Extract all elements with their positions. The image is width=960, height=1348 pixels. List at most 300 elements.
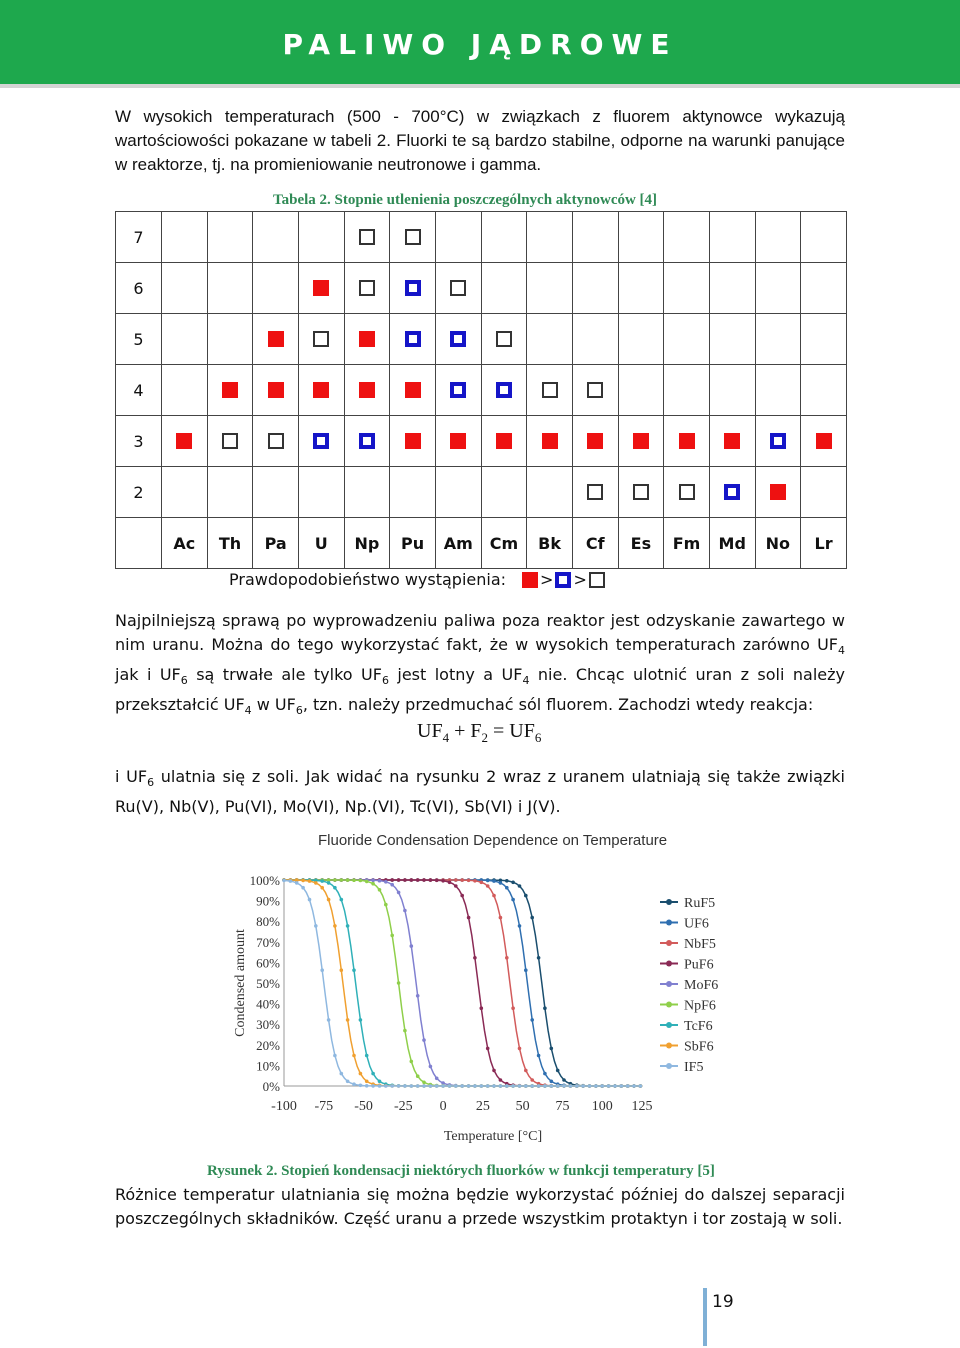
legend-label: PuF6 bbox=[684, 957, 714, 973]
series-point bbox=[416, 1084, 420, 1088]
x-tick-label: -25 bbox=[393, 1099, 413, 1114]
red-state-marker bbox=[405, 433, 421, 449]
series-point bbox=[524, 1084, 528, 1088]
series-point bbox=[435, 1084, 439, 1088]
series-point bbox=[410, 944, 414, 948]
series-point bbox=[422, 878, 426, 882]
series-line bbox=[284, 880, 640, 1086]
series-point bbox=[320, 968, 324, 972]
table-cell bbox=[664, 314, 710, 365]
series-point bbox=[352, 968, 356, 972]
table-cell bbox=[298, 365, 344, 416]
x-tick-label: 50 bbox=[515, 1099, 530, 1114]
series-point bbox=[435, 1077, 439, 1081]
element-symbol: No bbox=[755, 518, 801, 569]
red-state-marker bbox=[542, 433, 558, 449]
page-number-bar bbox=[703, 1288, 707, 1346]
table-cell bbox=[709, 365, 755, 416]
table-cell bbox=[801, 263, 847, 314]
series-point bbox=[282, 879, 286, 883]
table-cell bbox=[572, 416, 618, 467]
legend-label: TcF6 bbox=[684, 1019, 713, 1034]
table-cell bbox=[755, 263, 801, 314]
table-cell bbox=[527, 314, 573, 365]
series-point bbox=[632, 1084, 636, 1088]
y-tick-label: 20% bbox=[256, 1037, 280, 1053]
element-row bbox=[116, 518, 847, 569]
page-number: 19 bbox=[712, 1292, 734, 1312]
table-cell bbox=[709, 263, 755, 314]
legend-marker bbox=[666, 1022, 672, 1028]
series-point bbox=[346, 1018, 350, 1022]
table-cell bbox=[435, 365, 481, 416]
element-symbol: Cm bbox=[481, 518, 527, 569]
blue-state-marker bbox=[496, 382, 512, 398]
series-point bbox=[333, 886, 337, 890]
series-point bbox=[505, 1084, 509, 1088]
red-state-marker bbox=[359, 382, 375, 398]
series-point bbox=[530, 1018, 534, 1022]
blue-state-marker bbox=[724, 484, 740, 500]
table-cell bbox=[618, 416, 664, 467]
series-point bbox=[390, 1084, 394, 1088]
table-cell bbox=[162, 416, 208, 467]
x-tick-label: 0 bbox=[439, 1099, 447, 1114]
gray-state-marker bbox=[679, 484, 695, 500]
series-point bbox=[441, 879, 445, 883]
series-point bbox=[620, 1084, 624, 1088]
series-point bbox=[365, 1080, 369, 1084]
series-point bbox=[537, 956, 541, 960]
series-point bbox=[289, 879, 293, 883]
series-point bbox=[346, 878, 350, 882]
table-cell bbox=[344, 467, 390, 518]
element-symbol: Pa bbox=[253, 518, 299, 569]
table-cell bbox=[253, 365, 299, 416]
series-point bbox=[530, 916, 534, 920]
blank-cell bbox=[116, 518, 162, 569]
blue-state-marker bbox=[450, 331, 466, 347]
series-point bbox=[416, 1074, 420, 1078]
series-point bbox=[511, 898, 515, 902]
formula-uf: UF bbox=[417, 720, 443, 742]
element-symbol: Bk bbox=[527, 518, 573, 569]
table-row bbox=[116, 467, 847, 518]
series-point bbox=[543, 1006, 547, 1010]
series-point bbox=[327, 881, 331, 885]
table-cell bbox=[481, 212, 527, 263]
series-point bbox=[575, 1084, 579, 1088]
text-run: nie. Chcąc ulotnić uran z soli należy przekształcić UF bbox=[115, 665, 845, 715]
table-cell bbox=[207, 416, 253, 467]
y-tick-label: 10% bbox=[256, 1058, 280, 1074]
series-point bbox=[454, 878, 458, 882]
series-point bbox=[365, 880, 369, 884]
x-tick-label: -75 bbox=[314, 1099, 334, 1114]
series-point bbox=[422, 1038, 426, 1042]
series-point bbox=[422, 1084, 426, 1088]
table-cell bbox=[162, 467, 208, 518]
oxidation-state-label: 5 bbox=[116, 314, 162, 365]
table-row bbox=[116, 212, 847, 263]
table-cell bbox=[481, 314, 527, 365]
text-run: są trwałe ale tylko UF bbox=[187, 665, 382, 685]
element-symbol: Am bbox=[435, 518, 481, 569]
y-tick-label: 60% bbox=[256, 955, 280, 971]
series-point bbox=[378, 879, 382, 883]
red-state-marker bbox=[496, 433, 512, 449]
red-state-marker bbox=[313, 382, 329, 398]
condensation-chart bbox=[222, 860, 742, 1150]
series-line bbox=[284, 880, 640, 1086]
table-cell bbox=[664, 365, 710, 416]
series-point bbox=[314, 924, 318, 928]
table-cell bbox=[572, 467, 618, 518]
x-tick-label: 75 bbox=[555, 1099, 570, 1114]
x-tick-label: 25 bbox=[475, 1099, 490, 1114]
table-cell bbox=[709, 416, 755, 467]
element-symbol: Fm bbox=[664, 518, 710, 569]
table-cell bbox=[207, 314, 253, 365]
series-point bbox=[639, 1084, 643, 1088]
legend-marker bbox=[666, 981, 672, 987]
series-point bbox=[403, 1029, 407, 1033]
series-point bbox=[543, 1072, 547, 1076]
chart-title: Fluoride Condensation Dependence on Temperature bbox=[318, 832, 668, 849]
gray-state-marker bbox=[587, 382, 603, 398]
red-state-marker bbox=[724, 433, 740, 449]
formula-plus-f: + F bbox=[449, 720, 482, 742]
series-point bbox=[594, 1084, 598, 1088]
series-point bbox=[346, 1080, 350, 1084]
table-cell bbox=[207, 212, 253, 263]
table-cell bbox=[664, 263, 710, 314]
table-cell bbox=[572, 314, 618, 365]
series-point bbox=[480, 1084, 484, 1088]
series-line bbox=[284, 880, 640, 1086]
series-point bbox=[613, 1084, 617, 1088]
formula-sub-2: 2 bbox=[481, 730, 488, 745]
page-header bbox=[0, 0, 960, 88]
y-tick-label: 0% bbox=[262, 1079, 280, 1094]
table-cell bbox=[664, 416, 710, 467]
subscript: 4 bbox=[522, 674, 530, 688]
table-cell bbox=[435, 212, 481, 263]
red-state-marker bbox=[450, 433, 466, 449]
series-point bbox=[340, 1072, 344, 1076]
series-point bbox=[600, 1084, 604, 1088]
series-point bbox=[365, 1084, 369, 1088]
table-cell bbox=[344, 314, 390, 365]
table-cell bbox=[755, 416, 801, 467]
series-point bbox=[340, 878, 344, 882]
series-point bbox=[499, 1078, 503, 1082]
table-cell bbox=[390, 467, 436, 518]
text-run: ulatnia się z soli. Jak widać na rysunku 2 wraz z uranem ulatniają się także związki Ru(V), Nb(V), Pu(VI), Mo(VI), Np.(VI), Tc(VI), Sb(VI) i J(V). bbox=[115, 767, 845, 817]
series-point bbox=[460, 1084, 464, 1088]
series-point bbox=[429, 1065, 433, 1069]
series-point bbox=[518, 924, 522, 928]
y-tick-label: 50% bbox=[256, 976, 280, 991]
table-cell bbox=[253, 212, 299, 263]
gray-state-marker bbox=[359, 229, 375, 245]
table-cell bbox=[344, 365, 390, 416]
series-point bbox=[550, 1047, 554, 1051]
table-cell bbox=[755, 314, 801, 365]
series-point bbox=[352, 878, 356, 882]
legend-marker bbox=[666, 1002, 672, 1008]
table-cell bbox=[390, 365, 436, 416]
element-symbol: Pu bbox=[390, 518, 436, 569]
series-point bbox=[359, 1084, 363, 1088]
series-point bbox=[384, 903, 388, 907]
series-point bbox=[460, 878, 464, 882]
formula-sub-6: 6 bbox=[534, 730, 542, 745]
series-point bbox=[435, 879, 439, 883]
series-point bbox=[429, 1084, 433, 1088]
series-point bbox=[352, 1054, 356, 1058]
table-cell bbox=[162, 314, 208, 365]
reaction-formula bbox=[417, 720, 541, 746]
text-run: w UF bbox=[251, 695, 296, 715]
series-point bbox=[607, 1084, 611, 1088]
table-cell bbox=[298, 467, 344, 518]
table-cell bbox=[618, 263, 664, 314]
element-symbol: Md bbox=[709, 518, 755, 569]
subscript: 4 bbox=[244, 704, 252, 718]
element-symbol: Es bbox=[618, 518, 664, 569]
oxidation-state-label: 7 bbox=[116, 212, 162, 263]
series-point bbox=[486, 879, 490, 883]
blue-state-marker bbox=[359, 433, 375, 449]
red-state-marker bbox=[679, 433, 695, 449]
subscript: 6 bbox=[147, 776, 155, 790]
series-point bbox=[295, 881, 299, 885]
table-cell bbox=[162, 212, 208, 263]
series-point bbox=[581, 1084, 585, 1088]
series-line bbox=[284, 880, 640, 1086]
series-point bbox=[543, 1084, 547, 1088]
series-point bbox=[550, 1080, 554, 1084]
series-point bbox=[518, 1047, 522, 1051]
legend-marker bbox=[666, 899, 672, 905]
table-cell bbox=[527, 365, 573, 416]
legend-label: IF5 bbox=[684, 1060, 704, 1075]
text-run: Najpilniejszą sprawą po wyprowadzeniu paliwa poza reaktor jest odzyskanie zawartego w nim uranu. Można do tego wykorzystać fakt, że w wysokich temperaturach zarówno UF bbox=[115, 611, 845, 654]
table-cell bbox=[390, 212, 436, 263]
table-cell bbox=[162, 263, 208, 314]
legend-gray-square bbox=[589, 572, 605, 588]
legend-marker bbox=[666, 1043, 672, 1049]
table-caption: Tabela 2. Stopnie utlenienia poszczególnych aktynowców [4] bbox=[273, 192, 658, 208]
table-cell bbox=[527, 467, 573, 518]
series-point bbox=[371, 878, 375, 882]
series-point bbox=[454, 884, 458, 888]
series-point bbox=[492, 1084, 496, 1088]
series-point bbox=[448, 1084, 452, 1088]
table-cell bbox=[435, 467, 481, 518]
series-point bbox=[460, 894, 464, 898]
text-run: jest lotny a UF bbox=[388, 665, 523, 685]
series-point bbox=[397, 981, 401, 985]
table-cell bbox=[801, 365, 847, 416]
table-cell bbox=[572, 212, 618, 263]
series-point bbox=[467, 879, 471, 883]
table-cell bbox=[481, 263, 527, 314]
table-cell bbox=[207, 365, 253, 416]
series-point bbox=[524, 894, 528, 898]
series-point bbox=[486, 1084, 490, 1088]
y-tick-label: 100% bbox=[249, 873, 280, 888]
oxidation-state-label: 2 bbox=[116, 467, 162, 518]
table-cell bbox=[390, 416, 436, 467]
series-point bbox=[397, 878, 401, 882]
legend-label: NbF5 bbox=[684, 937, 716, 952]
red-state-marker bbox=[176, 433, 192, 449]
series-point bbox=[397, 1084, 401, 1088]
oxidation-state-label: 4 bbox=[116, 365, 162, 416]
y-tick-label: 40% bbox=[256, 996, 280, 1012]
table-cell bbox=[253, 416, 299, 467]
table-cell bbox=[390, 263, 436, 314]
element-symbol: Th bbox=[207, 518, 253, 569]
oxidation-states-table bbox=[115, 211, 847, 569]
gray-state-marker bbox=[450, 280, 466, 296]
series-point bbox=[492, 1069, 496, 1073]
table-cell bbox=[298, 416, 344, 467]
paragraph-intro: W wysokich temperaturach (500 - 700°C) w związkach z fluorem aktynowce wykazują wartościowości pokazane w tabeli 2. Fluorki te są bardzo stabilne, odporne na warunki panujące w reaktorze, tj. na promieniowanie neutronowe i gamma. bbox=[115, 107, 845, 174]
table-cell bbox=[435, 416, 481, 467]
series-point bbox=[416, 994, 420, 998]
subscript: 6 bbox=[295, 704, 303, 718]
series-point bbox=[333, 878, 337, 882]
series-point bbox=[486, 1047, 490, 1051]
series-point bbox=[626, 1084, 630, 1088]
red-state-marker bbox=[268, 382, 284, 398]
red-state-marker bbox=[268, 331, 284, 347]
series-point bbox=[390, 878, 394, 882]
blue-state-marker bbox=[405, 280, 421, 296]
subscript: 4 bbox=[838, 644, 845, 658]
series-point bbox=[371, 1072, 375, 1076]
legend-blue-square bbox=[555, 572, 571, 588]
series-point bbox=[314, 881, 318, 885]
table-cell bbox=[253, 263, 299, 314]
table-cell bbox=[527, 263, 573, 314]
table-cell bbox=[162, 365, 208, 416]
legend-sep-1: > bbox=[540, 570, 554, 589]
series-point bbox=[301, 886, 305, 890]
x-axis-label: Temperature [°C] bbox=[443, 1129, 543, 1144]
oxidation-state-label: 3 bbox=[116, 416, 162, 467]
element-symbol: U bbox=[298, 518, 344, 569]
table-cell bbox=[801, 416, 847, 467]
x-tick-label: 125 bbox=[631, 1099, 653, 1114]
series-point bbox=[429, 878, 433, 882]
header-title: PALIWO JĄDROWE bbox=[282, 28, 678, 61]
table-cell bbox=[298, 263, 344, 314]
table-cell bbox=[344, 263, 390, 314]
table-cell bbox=[253, 314, 299, 365]
gray-state-marker bbox=[222, 433, 238, 449]
table-cell bbox=[801, 467, 847, 518]
series-point bbox=[499, 881, 503, 885]
series-point bbox=[441, 1084, 445, 1088]
legend-marker bbox=[666, 1063, 672, 1069]
table-cell bbox=[435, 263, 481, 314]
legend-label: SbF6 bbox=[684, 1039, 714, 1055]
legend-label: MoF6 bbox=[684, 978, 719, 993]
series-point bbox=[340, 968, 344, 972]
table-cell bbox=[572, 365, 618, 416]
series-point bbox=[359, 879, 363, 883]
series-point bbox=[390, 883, 394, 887]
table-cell bbox=[207, 467, 253, 518]
gray-state-marker bbox=[359, 280, 375, 296]
x-tick-label: -100 bbox=[271, 1099, 297, 1114]
gray-state-marker bbox=[268, 433, 284, 449]
subscript: 6 bbox=[381, 674, 389, 688]
red-state-marker bbox=[816, 433, 832, 449]
series-point bbox=[524, 968, 528, 972]
series-point bbox=[422, 1081, 426, 1085]
series-line bbox=[284, 880, 640, 1086]
series-point bbox=[511, 1006, 515, 1010]
series-point bbox=[390, 934, 394, 938]
series-point bbox=[448, 881, 452, 885]
series-point bbox=[486, 884, 490, 888]
series-point bbox=[505, 879, 509, 883]
series-point bbox=[327, 898, 331, 902]
series-point bbox=[378, 1084, 382, 1088]
series-point bbox=[537, 1084, 541, 1088]
table-cell bbox=[435, 314, 481, 365]
table-cell bbox=[298, 314, 344, 365]
series-point bbox=[505, 886, 509, 890]
series-point bbox=[588, 1084, 592, 1088]
table-row bbox=[116, 416, 847, 467]
series-point bbox=[556, 1084, 560, 1088]
series-point bbox=[378, 888, 382, 892]
series-point bbox=[518, 1084, 522, 1088]
red-state-marker bbox=[633, 433, 649, 449]
table-cell bbox=[709, 212, 755, 263]
series-point bbox=[480, 881, 484, 885]
gray-state-marker bbox=[405, 229, 421, 245]
y-axis-label: Condensed amount bbox=[233, 929, 248, 1037]
red-state-marker bbox=[359, 331, 375, 347]
series-point bbox=[410, 1084, 414, 1088]
series-point bbox=[569, 1084, 573, 1088]
series-point bbox=[403, 878, 407, 882]
table-row bbox=[116, 365, 847, 416]
table-cell bbox=[253, 467, 299, 518]
series-point bbox=[492, 879, 496, 883]
blue-state-marker bbox=[313, 433, 329, 449]
red-state-marker bbox=[770, 484, 786, 500]
series-point bbox=[346, 924, 350, 928]
table-cell bbox=[618, 467, 664, 518]
series-point bbox=[562, 1084, 566, 1088]
legend-label: RuF5 bbox=[684, 896, 716, 911]
series-point bbox=[352, 1082, 356, 1086]
y-tick-label: 80% bbox=[256, 914, 280, 930]
series-point bbox=[550, 1084, 554, 1088]
series-point bbox=[499, 1084, 503, 1088]
paragraph-uranium-recovery bbox=[115, 609, 845, 724]
series-point bbox=[524, 1069, 528, 1073]
table-cell bbox=[618, 365, 664, 416]
